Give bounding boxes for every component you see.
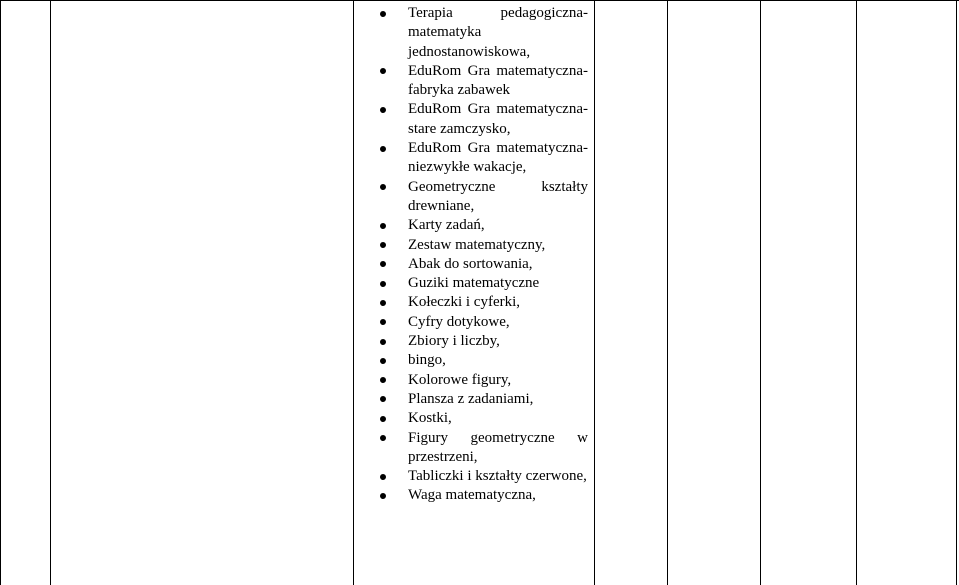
column-border-4: [667, 0, 668, 585]
table-top-border: [0, 0, 959, 1]
column-border-7: [956, 0, 957, 585]
column-border-1: [50, 0, 51, 585]
list-item: Cyfry dotykowe,: [380, 313, 588, 332]
list-item: Kolorowe figury,: [380, 371, 588, 390]
list-item: Waga matematyczna,: [380, 486, 588, 505]
list-item: Kołeczki i cyferki,: [380, 293, 588, 312]
list-item: Guziki matematyczne: [380, 274, 588, 293]
list-item: Geometryczne kształty drewniane,: [380, 178, 588, 217]
list-item: bingo,: [380, 351, 588, 370]
list-item: Kostki,: [380, 409, 588, 428]
list-item: Tabliczki i kształty czerwone,: [380, 467, 588, 486]
list-item: Karty zadań,: [380, 216, 588, 235]
list-item: Plansza z zadaniami,: [380, 390, 588, 409]
list-item: EduRom Gra matematyczna- fabryka zabawek: [380, 62, 588, 101]
list-item: Abak do sortowania,: [380, 255, 588, 274]
column-border-2: [353, 0, 354, 585]
list-item: Zbiory i liczby,: [380, 332, 588, 351]
column-border-5: [760, 0, 761, 585]
list-item: Zestaw matematyczny,: [380, 236, 588, 255]
column-border-6: [856, 0, 857, 585]
list-item: EduRom Gra matematyczna- stare zamczysko,: [380, 100, 588, 139]
list-item: EduRom Gra matematyczna- niezwykłe wakacje,: [380, 139, 588, 178]
column-border-3: [594, 0, 595, 585]
list-item: Figury geometryczne w przestrzeni,: [380, 429, 588, 468]
column-border-0: [0, 0, 1, 585]
list-item: Terapia pedagogiczna- matematyka jednostanowiskowa,: [380, 4, 588, 62]
equipment-list: [380, 4, 588, 506]
